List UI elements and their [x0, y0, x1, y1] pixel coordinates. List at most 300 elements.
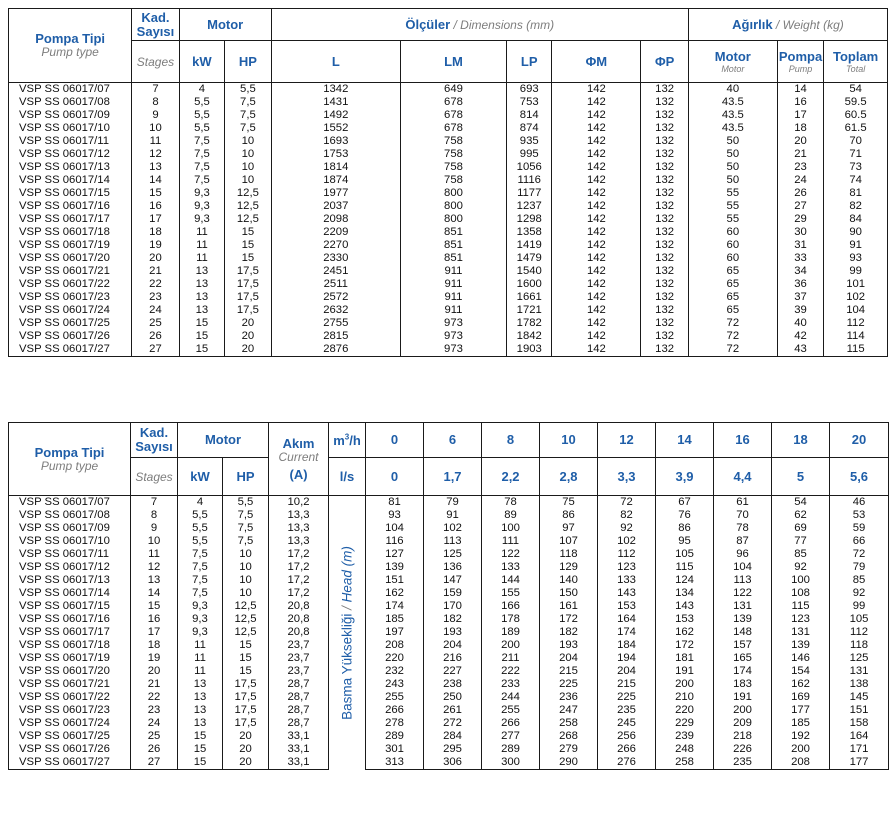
- phip-label: ΦP: [654, 53, 675, 69]
- table-cell: 24: [132, 304, 179, 317]
- table-cell: 4: [178, 496, 223, 510]
- table-cell: 132: [641, 161, 689, 174]
- stages-en-header-2: [131, 458, 178, 496]
- table-cell: 142: [552, 174, 641, 187]
- table-cell: 10: [225, 135, 271, 148]
- l-header: [271, 41, 400, 83]
- table-cell: 172: [656, 639, 714, 652]
- table-cell: 11: [178, 652, 223, 665]
- table-cell: 693: [507, 83, 552, 97]
- table-cell: 91: [424, 509, 482, 522]
- table-cell: 100: [772, 574, 830, 587]
- table-cell: 15: [131, 600, 178, 613]
- table-cell: 181: [656, 652, 714, 665]
- table-cell: 105: [830, 613, 889, 626]
- table-cell: 40: [777, 317, 823, 330]
- flow-ls-value: 1,7: [424, 458, 482, 496]
- weight-label: Ağırlık: [732, 16, 773, 32]
- table-cell: 5,5: [179, 122, 224, 135]
- table-cell: 5,5: [179, 96, 224, 109]
- table-cell: 132: [641, 109, 689, 122]
- table-cell: 144: [482, 574, 540, 587]
- table-cell: 11: [178, 665, 223, 678]
- table-cell: 5,5: [178, 509, 223, 522]
- table-cell: 301: [366, 743, 424, 756]
- table-cell: 153: [656, 613, 714, 626]
- stages-label-en: Stages: [136, 54, 175, 69]
- table-cell: 142: [552, 265, 641, 278]
- pump-model-cell: VSP SS 06017/13: [9, 574, 131, 587]
- table-cell: 800: [400, 213, 506, 226]
- table-cell: 86: [656, 522, 714, 535]
- table-cell: 43.5: [688, 109, 777, 122]
- table-cell: 279: [540, 743, 598, 756]
- table-cell: 7,5: [179, 161, 224, 174]
- table-cell: 33,1: [269, 756, 329, 770]
- flow-m3h-value: 0: [366, 423, 424, 458]
- table-cell: 20: [225, 330, 271, 343]
- table-cell: 12,5: [223, 626, 269, 639]
- table-cell: 102: [598, 535, 656, 548]
- table-cell: 22: [131, 691, 178, 704]
- current-label-en: Current: [278, 449, 319, 464]
- table-cell: 1842: [507, 330, 552, 343]
- table-cell: 89: [482, 509, 540, 522]
- table-cell: 13: [178, 691, 223, 704]
- table-cell: 21: [777, 148, 823, 161]
- table-cell: 142: [552, 317, 641, 330]
- table-cell: 17,2: [269, 548, 329, 561]
- table-cell: 102: [424, 522, 482, 535]
- pump-model-cell: VSP SS 06017/27: [9, 756, 131, 770]
- table-cell: 2632: [271, 304, 400, 317]
- pump-model-cell: VSP SS 06017/13: [9, 161, 132, 174]
- table-cell: 284: [424, 730, 482, 743]
- table-cell: 17,5: [223, 678, 269, 691]
- table-cell: 93: [824, 252, 888, 265]
- table-cell: 139: [366, 561, 424, 574]
- phip-header: [641, 41, 689, 83]
- table-cell: 911: [400, 278, 506, 291]
- table-cell: 17: [131, 626, 178, 639]
- pump-model-cell: VSP SS 06017/08: [9, 96, 132, 109]
- table-cell: 142: [552, 304, 641, 317]
- total-weight-header: [824, 41, 888, 83]
- table-cell: 23,7: [269, 652, 329, 665]
- table-cell: 204: [598, 665, 656, 678]
- table-cell: 235: [598, 704, 656, 717]
- table-cell: 272: [424, 717, 482, 730]
- table-cell: 72: [688, 330, 777, 343]
- flow-m3h-value: 16: [714, 423, 772, 458]
- table-cell: 171: [830, 743, 889, 756]
- table-cell: 1753: [271, 148, 400, 161]
- table-cell: 268: [540, 730, 598, 743]
- table-cell: 150: [540, 587, 598, 600]
- table-cell: 142: [552, 96, 641, 109]
- flow-ls-header: [329, 458, 366, 496]
- pump-model-cell: VSP SS 06017/11: [9, 548, 131, 561]
- table-cell: 139: [714, 613, 772, 626]
- pump-model-cell: VSP SS 06017/20: [9, 665, 131, 678]
- table-cell: 30: [777, 226, 823, 239]
- table-cell: 851: [400, 252, 506, 265]
- table-cell: 19: [131, 652, 178, 665]
- table-cell: 1693: [271, 135, 400, 148]
- pump-model-cell: VSP SS 06017/17: [9, 213, 132, 226]
- pump-model-cell: VSP SS 06017/08: [9, 509, 131, 522]
- table-cell: 226: [714, 743, 772, 756]
- table-cell: 243: [366, 678, 424, 691]
- table-cell: 10: [132, 122, 179, 135]
- table-cell: 142: [552, 330, 641, 343]
- table-cell: 12,5: [223, 613, 269, 626]
- table-cell: 678: [400, 96, 506, 109]
- table-cell: 61.5: [824, 122, 888, 135]
- table-cell: 2755: [271, 317, 400, 330]
- table-cell: 15: [179, 330, 224, 343]
- table-cell: 210: [656, 691, 714, 704]
- table-cell: 9,3: [178, 626, 223, 639]
- table-cell: 132: [641, 278, 689, 291]
- table-cell: 13: [178, 717, 223, 730]
- pump-type-label-2: Pompa Tipi: [34, 444, 105, 460]
- table-cell: 28,7: [269, 678, 329, 691]
- pump-model-cell: VSP SS 06017/09: [9, 522, 131, 535]
- table-cell: 85: [830, 574, 889, 587]
- table-row: [9, 548, 889, 561]
- weight-header: [688, 9, 887, 41]
- table-cell: 27: [132, 343, 179, 357]
- table-cell: 142: [552, 122, 641, 135]
- table-cell: 800: [400, 200, 506, 213]
- table-cell: 10,2: [269, 496, 329, 510]
- table-cell: 62: [772, 509, 830, 522]
- table-cell: 43: [777, 343, 823, 357]
- table-cell: 7: [132, 83, 179, 97]
- pump-weight-header: [777, 41, 823, 83]
- table-cell: 60.5: [824, 109, 888, 122]
- table-row: [9, 330, 888, 343]
- current-unit: (A): [289, 466, 308, 482]
- table-cell: 22: [132, 278, 179, 291]
- table-cell: 9,3: [179, 200, 224, 213]
- pump-model-cell: VSP SS 06017/19: [9, 652, 131, 665]
- table-cell: 27: [131, 756, 178, 770]
- table-cell: 753: [507, 96, 552, 109]
- table-cell: 142: [552, 213, 641, 226]
- table-cell: 11: [178, 639, 223, 652]
- table-cell: 24: [777, 174, 823, 187]
- table-cell: 5,5: [179, 109, 224, 122]
- kw-label: kW: [192, 53, 212, 69]
- table-cell: 211: [482, 652, 540, 665]
- table-cell: 225: [540, 678, 598, 691]
- table-cell: 14: [777, 83, 823, 97]
- table-cell: 7,5: [223, 535, 269, 548]
- table-row: [9, 109, 888, 122]
- table-row: [9, 704, 889, 717]
- table-cell: 276: [598, 756, 656, 770]
- table-cell: 678: [400, 122, 506, 135]
- table-cell: 129: [540, 561, 598, 574]
- flow-m3h-header: [329, 423, 366, 458]
- table-cell: 123: [772, 613, 830, 626]
- table-cell: 111: [482, 535, 540, 548]
- table-cell: 142: [552, 278, 641, 291]
- table-cell: 17,5: [223, 691, 269, 704]
- table-cell: 17,5: [223, 717, 269, 730]
- table-cell: 142: [552, 161, 641, 174]
- table-cell: 92: [772, 561, 830, 574]
- table-cell: 2511: [271, 278, 400, 291]
- table-cell: 134: [656, 587, 714, 600]
- table-cell: 133: [598, 574, 656, 587]
- table-cell: 102: [824, 291, 888, 304]
- motor-label: Motor: [207, 16, 244, 32]
- table-cell: 13: [178, 704, 223, 717]
- table-cell: 39: [777, 304, 823, 317]
- dimensions-table-body: [9, 83, 888, 357]
- table-cell: 678: [400, 109, 506, 122]
- table-cell: 99: [824, 265, 888, 278]
- table-cell: 17,2: [269, 574, 329, 587]
- table-cell: 184: [598, 639, 656, 652]
- table-cell: 20: [777, 135, 823, 148]
- table-cell: 50: [688, 148, 777, 161]
- pump-type-header-2: [9, 423, 131, 496]
- table-cell: 20,8: [269, 626, 329, 639]
- table-cell: 84: [824, 213, 888, 226]
- head-axis-label-cell: [329, 496, 366, 770]
- table-cell: 814: [507, 109, 552, 122]
- table-row: [9, 522, 889, 535]
- table-cell: 132: [641, 83, 689, 97]
- table-cell: 50: [688, 161, 777, 174]
- pump-model-cell: VSP SS 06017/20: [9, 252, 132, 265]
- table-cell: 300: [482, 756, 540, 770]
- current-header: [269, 423, 329, 496]
- flow-ls-value: 4,4: [714, 458, 772, 496]
- table-cell: 95: [656, 535, 714, 548]
- table-cell: 28,7: [269, 717, 329, 730]
- table-cell: 189: [482, 626, 540, 639]
- flow-ls-label: l/s: [339, 468, 355, 484]
- table-cell: 26: [131, 743, 178, 756]
- table-cell: 142: [552, 239, 641, 252]
- table-row: [9, 122, 888, 135]
- pump-model-cell: VSP SS 06017/17: [9, 626, 131, 639]
- table-cell: 222: [482, 665, 540, 678]
- table-cell: 208: [366, 639, 424, 652]
- table-cell: 256: [598, 730, 656, 743]
- table-cell: 12: [132, 148, 179, 161]
- table-cell: 50: [688, 174, 777, 187]
- table-cell: 233: [482, 678, 540, 691]
- table-cell: 266: [482, 717, 540, 730]
- table-cell: 7,5: [225, 109, 271, 122]
- table-cell: 851: [400, 226, 506, 239]
- table-cell: 142: [552, 252, 641, 265]
- table-cell: 113: [714, 574, 772, 587]
- table-cell: 14: [131, 587, 178, 600]
- table-row: [9, 265, 888, 278]
- table-cell: 132: [641, 174, 689, 187]
- table-cell: 1540: [507, 265, 552, 278]
- flow-ls-value: 2,2: [482, 458, 540, 496]
- stages-label-en-2: Stages: [135, 469, 173, 484]
- table-cell: 7,5: [178, 548, 223, 561]
- l-label: L: [331, 53, 340, 69]
- table-cell: 14: [132, 174, 179, 187]
- table-cell: 1600: [507, 278, 552, 291]
- pump-model-cell: VSP SS 06017/21: [9, 265, 132, 278]
- table-row: [9, 730, 889, 743]
- pump-model-cell: VSP SS 06017/07: [9, 83, 132, 97]
- table-cell: 289: [482, 743, 540, 756]
- table-cell: 10: [223, 548, 269, 561]
- table-cell: 132: [641, 122, 689, 135]
- table-cell: 132: [641, 252, 689, 265]
- table-row: [9, 535, 889, 548]
- table-cell: 1237: [507, 200, 552, 213]
- table-cell: 13: [179, 291, 224, 304]
- hp-label: HP: [238, 53, 257, 69]
- table-cell: 758: [400, 161, 506, 174]
- table-cell: 162: [772, 678, 830, 691]
- table-cell: 67: [656, 496, 714, 510]
- weight-separator: /: [772, 17, 783, 32]
- table-row: [9, 496, 889, 510]
- table-cell: 289: [366, 730, 424, 743]
- table-cell: 147: [424, 574, 482, 587]
- table-cell: 911: [400, 265, 506, 278]
- table-cell: 1492: [271, 109, 400, 122]
- table-cell: 172: [540, 613, 598, 626]
- table-cell: 17: [132, 213, 179, 226]
- table-cell: 995: [507, 148, 552, 161]
- table-cell: 800: [400, 187, 506, 200]
- table-cell: 131: [772, 626, 830, 639]
- pump-model-cell: VSP SS 06017/18: [9, 226, 132, 239]
- table-cell: 65: [688, 278, 777, 291]
- table-cell: 215: [540, 665, 598, 678]
- table-cell: 261: [424, 704, 482, 717]
- table-cell: 235: [714, 756, 772, 770]
- table-cell: 86: [540, 509, 598, 522]
- table-cell: 20: [131, 665, 178, 678]
- motor-weight-label-en: Motor: [721, 63, 745, 74]
- flow-m3h-value: 20: [830, 423, 889, 458]
- table-cell: 2876: [271, 343, 400, 357]
- table-cell: 193: [424, 626, 482, 639]
- table-cell: 236: [540, 691, 598, 704]
- pump-model-cell: VSP SS 06017/27: [9, 343, 132, 357]
- table-cell: 9: [131, 522, 178, 535]
- table-row: [9, 613, 889, 626]
- table-cell: 11: [179, 239, 224, 252]
- pump-model-cell: VSP SS 06017/10: [9, 535, 131, 548]
- stages-label: Kad. Sayısı: [136, 9, 175, 39]
- table-row: [9, 135, 888, 148]
- table-cell: 21: [131, 678, 178, 691]
- table-row: [9, 304, 888, 317]
- table-cell: 4: [179, 83, 224, 97]
- pump-model-cell: VSP SS 06017/21: [9, 678, 131, 691]
- table-cell: 2037: [271, 200, 400, 213]
- table-cell: 115: [772, 600, 830, 613]
- pump-model-cell: VSP SS 06017/16: [9, 200, 132, 213]
- table-cell: 72: [830, 548, 889, 561]
- table-cell: 13,3: [269, 522, 329, 535]
- table-cell: 9: [132, 109, 179, 122]
- table-cell: 15: [225, 226, 271, 239]
- table-cell: 197: [366, 626, 424, 639]
- table-cell: 2572: [271, 291, 400, 304]
- table-cell: 758: [400, 148, 506, 161]
- pump-model-cell: VSP SS 06017/16: [9, 613, 131, 626]
- table-cell: 27: [777, 200, 823, 213]
- table-cell: 132: [641, 330, 689, 343]
- table-cell: 23,7: [269, 639, 329, 652]
- table-cell: 17,5: [225, 265, 271, 278]
- table-cell: 142: [552, 226, 641, 239]
- table-row: [9, 756, 889, 770]
- table-cell: 10: [131, 535, 178, 548]
- table-cell: 23,7: [269, 665, 329, 678]
- table-row: [9, 626, 889, 639]
- table-cell: 132: [641, 200, 689, 213]
- table-cell: 204: [424, 639, 482, 652]
- motor-weight-label: Motor: [714, 48, 751, 64]
- table-cell: 7: [131, 496, 178, 510]
- table-cell: 9,3: [179, 213, 224, 226]
- table-cell: 142: [552, 200, 641, 213]
- table-cell: 200: [772, 743, 830, 756]
- table-cell: 132: [641, 291, 689, 304]
- table-cell: 15: [179, 343, 224, 357]
- table-cell: 10: [223, 574, 269, 587]
- table-cell: 247: [540, 704, 598, 717]
- table-cell: 78: [482, 496, 540, 510]
- hp-label-2: HP: [236, 468, 255, 484]
- pump-model-cell: VSP SS 06017/22: [9, 278, 132, 291]
- motor-header-2: [178, 423, 269, 458]
- table-cell: 18: [132, 226, 179, 239]
- table-cell: 170: [424, 600, 482, 613]
- table-cell: 77: [772, 535, 830, 548]
- table-cell: 55: [688, 213, 777, 226]
- stages-header-2: [131, 423, 178, 458]
- table-cell: 182: [540, 626, 598, 639]
- table-cell: 71: [824, 148, 888, 161]
- table-cell: 200: [482, 639, 540, 652]
- table-cell: 90: [824, 226, 888, 239]
- table-cell: 248: [656, 743, 714, 756]
- table-cell: 59: [830, 522, 889, 535]
- table-cell: 12,5: [225, 187, 271, 200]
- table-cell: 15: [223, 665, 269, 678]
- table-cell: 133: [482, 561, 540, 574]
- table-row: [9, 213, 888, 226]
- table-cell: 13: [178, 678, 223, 691]
- table-row: [9, 96, 888, 109]
- table-row: [9, 83, 888, 97]
- table-row: [9, 187, 888, 200]
- table-cell: 10: [223, 587, 269, 600]
- performance-table: [8, 422, 889, 770]
- table-cell: 7,5: [178, 574, 223, 587]
